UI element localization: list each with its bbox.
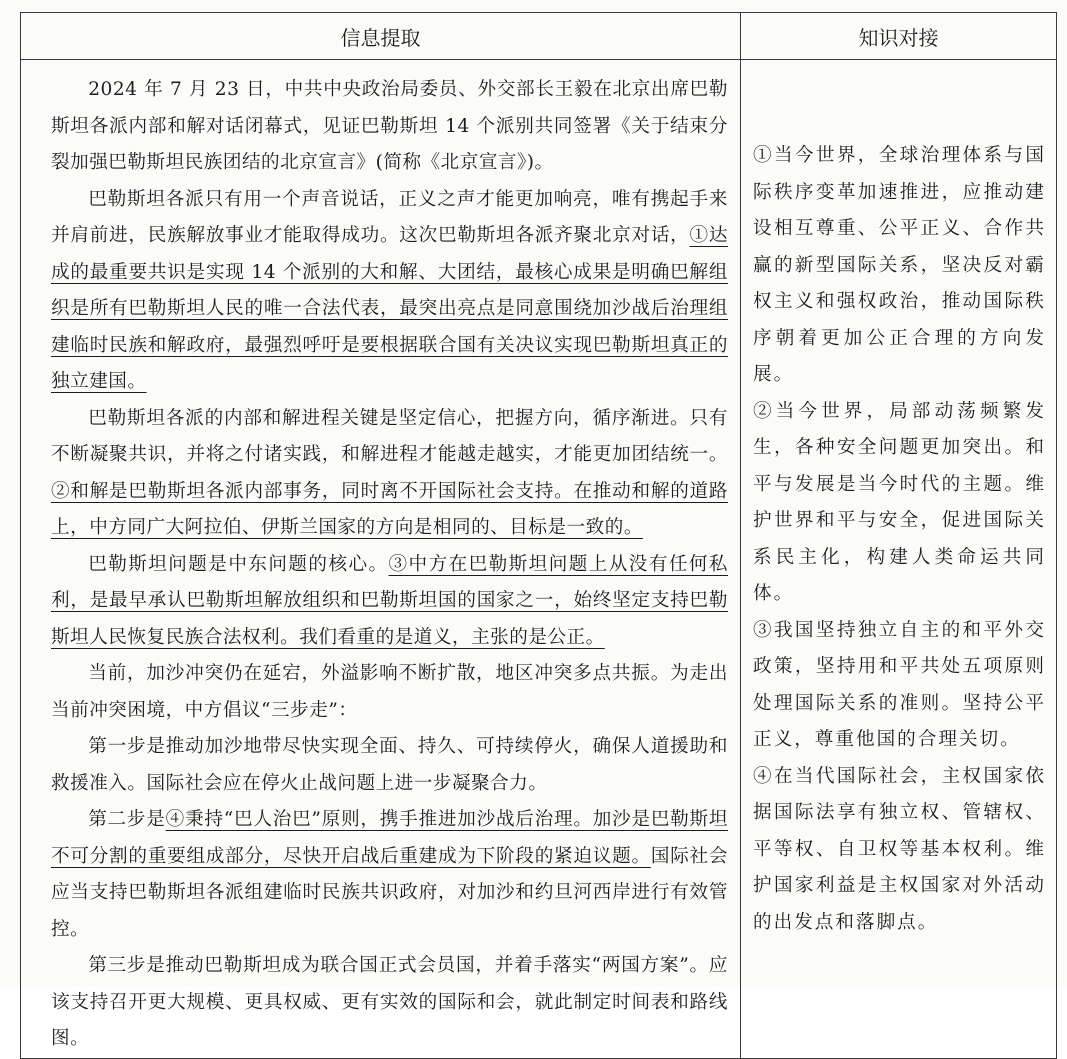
- info-paragraph: [51, 729, 728, 802]
- info-knowledge-table: [20, 12, 1057, 1059]
- info-paragraph: [51, 401, 728, 547]
- info-paragraph: [51, 802, 728, 948]
- paragraph-text: 当前，加沙冲突仍在延宕，外溢影响不断扩散，地区冲突多点共振。为走出当前冲突困境，中方倡议“三步走”：: [51, 663, 728, 721]
- underlined-key-text: ②和解是巴勒斯坦各派内部事务，同时离不开国际社会支持。在推动和解的道路上，中方同广大阿拉伯、伊斯兰国家的方向是相同的、目标是一致的。: [51, 480, 728, 538]
- info-paragraph: [51, 656, 728, 729]
- knowledge-cell: [741, 60, 1057, 1059]
- header-knowledge-link: 知识对接: [741, 13, 1057, 60]
- knowledge-point: ④在当代国际社会，主权国家依据国际法享有独立权、管辖权、平等权、自卫权等基本权利。维护国家利益是主权国家对外活动的出发点和落脚点。: [753, 765, 1046, 933]
- info-paragraph: [51, 948, 728, 1058]
- paragraph-text: 第一步是推动加沙地带尽快实现全面、持久、可持续停火，确保人道援助和救援准入。国际社会应在停火止战问题上进一步凝聚合力。: [51, 736, 728, 794]
- knowledge-point: ②当今世界，局部动荡频繁发生，各种安全问题更加突出。和平与发展是当今时代的主题。维护世界和平与安全，促进国际关系民主化，构建人类命运共同体。: [753, 400, 1046, 604]
- knowledge-point: ③我国坚持独立自主的和平外交政策，坚持用和平共处五项原则处理国际关系的准则。坚持公平正义，尊重他国的合理关切。: [753, 619, 1046, 750]
- header-info-extraction: 信息提取: [21, 13, 741, 60]
- info-paragraph: [51, 72, 728, 182]
- paragraph-text: 2024 年 7 月 23 日，中共中央政治局委员、外交部长王毅在北京出席巴勒斯坦各派内部和解对话闭幕式，见证巴勒斯坦 14 个派别共同签署《关于结束分裂加强巴勒斯坦民族团结的北京宣言》(简称《北京宣言》)。: [51, 79, 728, 173]
- table-header-row: [21, 13, 1057, 60]
- underlined-key-text: ③中方在巴勒斯坦问题上从没有任何私利，是最早承认巴勒斯坦解放组织和巴勒斯坦国的国家之一，始终坚定支持巴勒斯坦人民恢复民族合法权利。我们看重的是道义，主张的是公正。: [51, 553, 728, 648]
- paragraph-text: 巴勒斯坦各派的内部和解进程关键是坚定信心，把握方向，循序渐进。只有不断凝聚共识，并将之付诸实践，和解进程才能越走越实，才能更加团结统一。: [51, 407, 728, 465]
- paragraph-text: 第三步是推动巴勒斯坦成为联合国正式会员国，并着手落实“两国方案”。应该支持召开更大规模、更具权威、更有实效的国际和会，就此制定时间表和路线图。: [51, 955, 728, 1049]
- paragraph-text: 巴勒斯坦问题是中东问题的核心。: [88, 553, 389, 575]
- paragraph-text: 国际社会应当支持巴勒斯坦各派组建临时民族共识政府，对加沙和约旦河西岸进行有效管控。: [51, 845, 728, 940]
- paragraph-text: 第二步是: [88, 809, 166, 830]
- info-extraction-cell: [21, 60, 741, 1059]
- knowledge-point: ①当今世界，全球治理体系与国际秩序变革加速推进，应推动建设相互尊重、公平正义、合作共赢的新型国际关系，坚决反对霸权主义和强权政治，推动国际秩序朝着更加公正合理的方向发展。: [753, 145, 1046, 385]
- underlined-key-text: ①达成的最重要共识是实现 14 个派别的大和解、大团结，最核心成果是明确巴解组织是所有巴勒斯坦人民的唯一合法代表，最突出亮点是同意围绕加沙战后治理组建临时民族和解政府，最强烈呼吁是要根据联合国有关决议实现巴勒斯坦真正的独立建国。: [51, 225, 728, 392]
- info-paragraph: [51, 182, 728, 401]
- table-body-row: [21, 60, 1057, 1059]
- underlined-key-text: ④秉持“巴人治巴”原则，携手推进加沙战后治理。加沙是巴勒斯坦不可分割的重要组成部分，尽快开启战后重建成为下阶段的紧迫议题。: [51, 809, 728, 867]
- paragraph-text: 巴勒斯坦各派只有用一个声音说话，正义之声才能更加响亮，唯有携起手来并肩前进，民族解放事业才能取得成功。这次巴勒斯坦各派齐聚北京对话，: [51, 188, 728, 246]
- info-paragraph: [51, 547, 728, 657]
